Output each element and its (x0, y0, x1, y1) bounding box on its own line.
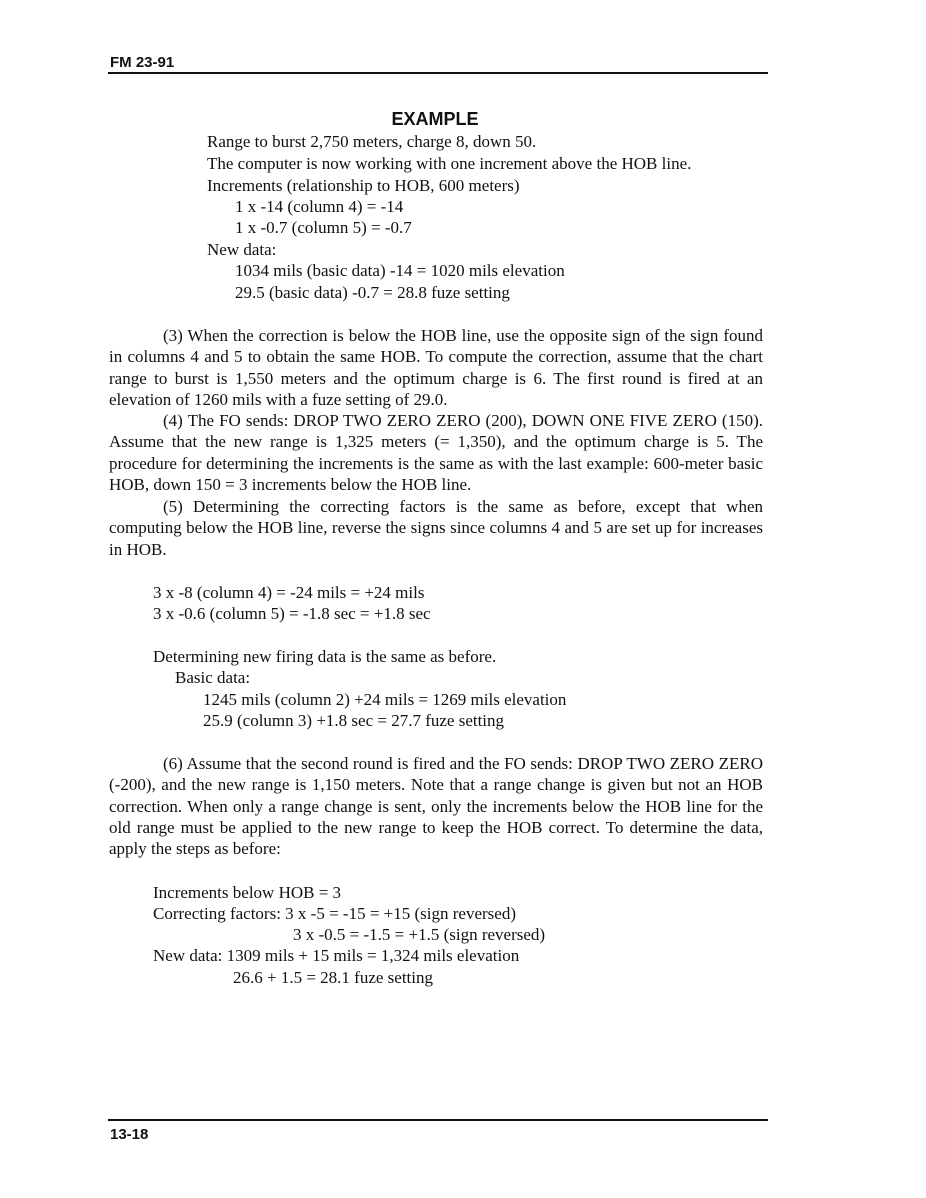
paragraph-3: (3) When the correction is below the HOB line, use the opposite sign of the sign found in columns 4 and 5 to obtain the same HOB. To compute the correction, assume that the chart range to burst is 1,550 meters and the optimum charge is 6. The first round is fired at an elevation of 1260 mils with a fuze setting of 29.0. (109, 326, 763, 409)
correction-line: 3 x -8 (column 4) = -24 mils = +24 mils (153, 583, 425, 602)
paragraph-4: (4) The FO sends: DROP TWO ZERO ZERO (200), DOWN ONE FIVE ZERO (150). Assume that the new range is 1,325 meters (= 1,350), and the optimum charge is 5. The procedure for determining the increments is the same as with the last example: 600-meter basic HOB, down 150 = 3 increments below the HOB line. (109, 411, 763, 494)
step-line: 26.6 + 1.5 = 28.1 fuze setting (233, 968, 434, 987)
example-line: 1034 mils (basic data) -14 = 1020 mils elevation (235, 261, 565, 280)
example-line: 1 x -0.7 (column 5) = -0.7 (235, 218, 412, 237)
firing-data-line: 25.9 (column 3) +1.8 sec = 27.7 fuze setting (203, 711, 505, 730)
step-line: New data: 1309 mils + 15 mils = 1,324 mils elevation (153, 946, 520, 965)
step-line: 3 x -0.5 = -1.5 = +1.5 (sign reversed) (293, 925, 546, 944)
example-line: 1 x -14 (column 4) = -14 (235, 197, 404, 216)
header-rule (108, 72, 768, 74)
page-number: 13-18 (110, 1126, 149, 1143)
step-line: Increments below HOB = 3 (153, 883, 342, 902)
firing-data-line: 1245 mils (column 2) +24 mils = 1269 mils elevation (203, 690, 567, 709)
example-line: Increments (relationship to HOB, 600 meters) (207, 176, 520, 195)
example-line: New data: (207, 240, 277, 259)
example-line: 29.5 (basic data) -0.7 = 28.8 fuze setting (235, 283, 510, 302)
document-id: FM 23-91 (110, 54, 175, 71)
example-line: The computer is now working with one increment above the HOB line. (207, 154, 692, 173)
paragraph-5: (5) Determining the correcting factors is the same as before, except that when computing below the HOB line, reverse the signs since columns 4 and 5 are set up for increases in HOB. (109, 497, 763, 559)
paragraph-6: (6) Assume that the second round is fired and the FO sends: DROP TWO ZERO ZERO (-200), and the new range is 1,150 meters. Note that a range change is given but not an HOB correction. When only a range change is sent, only the increments below the HOB line for the old range must be applied to the new range to keep the HOB correct. To determine the data, apply the steps as before: (109, 754, 763, 859)
firing-data-line: Determining new firing data is the same as before. (153, 647, 497, 666)
example-title: EXAMPLE (391, 109, 479, 129)
footer-rule (108, 1119, 768, 1121)
firing-data-line: Basic data: (175, 668, 251, 687)
step-line: Correcting factors: 3 x -5 = -15 = +15 (sign reversed) (153, 904, 516, 923)
example-line: Range to burst 2,750 meters, charge 8, down 50. (207, 132, 537, 151)
correction-line: 3 x -0.6 (column 5) = -1.8 sec = +1.8 sec (153, 604, 431, 623)
